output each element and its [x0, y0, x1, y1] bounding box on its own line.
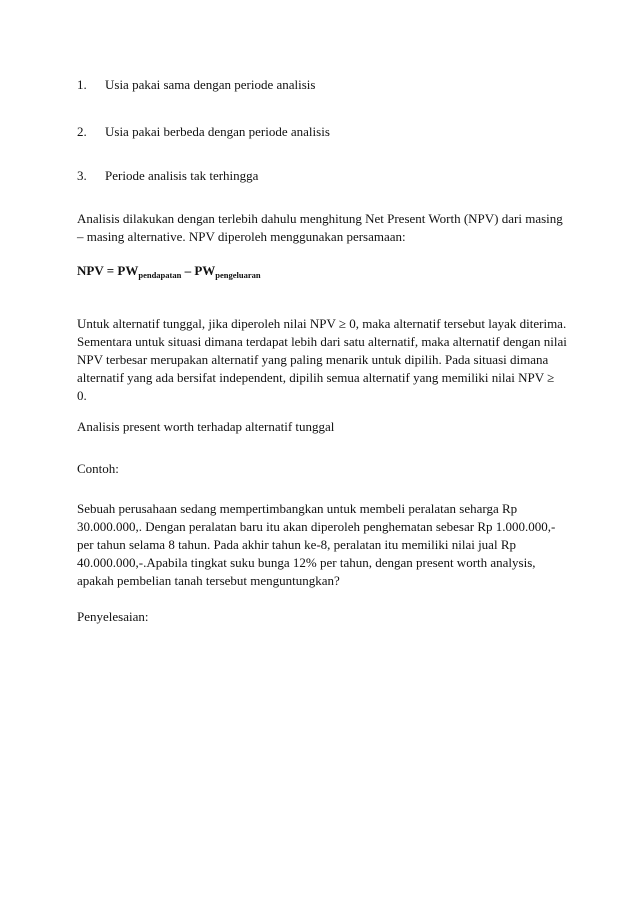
criteria-paragraph: Untuk alternatif tunggal, jika diperoleh nilai NPV ≥ 0, maka alternatif tersebut layak diterima. Sementara untuk situasi dimana terdapat lebih dari satu alternatif, maka alternatif dengan nilai NPV terbesar merupakan alternatif yang paling menarik untuk dipilih. Pada situasi dimana alternatif yang ada bersifat independent, dipilih semua alternatif yang memiliki nilai NPV ≥ 0.	[77, 316, 567, 403]
formula-sub-pengeluaran: pengeluaran	[215, 270, 261, 280]
analysis-heading: Analisis present worth terhadap alternatif tunggal	[77, 419, 335, 434]
list-number-3: 3.	[77, 168, 87, 183]
formula-lhs: NPV = PW	[77, 263, 139, 278]
example-paragraph: Sebuah perusahaan sedang mempertimbangkan untuk membeli peralatan seharga Rp 30.000.000,. Dengan peralatan baru itu akan diperoleh penghematan sebesar Rp 1.000.000,- per tahun selama 8 tahun. Pada akhir tahun ke-8, peralatan itu memiliki nilai jual Rp 40.000.000,-.Apabila tingkat suku bunga 12% per tahun, dengan present worth analysis, apakah pembelian tanah tersebut menguntungkan?	[77, 501, 556, 588]
list-item-1: Usia pakai sama dengan periode analisis	[105, 77, 316, 92]
formula-mid: – PW	[181, 263, 216, 278]
list-number-1: 1.	[77, 77, 87, 92]
intro-paragraph: Analisis dilakukan dengan terlebih dahulu menghitung Net Present Worth (NPV) dari masing – masing alternative. NPV diperoleh menggunakan persamaan:	[77, 211, 563, 244]
list-number-2: 2.	[77, 124, 87, 139]
solution-heading: Penyelesaian:	[77, 609, 149, 624]
example-heading: Contoh:	[77, 461, 119, 476]
npv-formula	[77, 263, 261, 280]
list-item-2: Usia pakai berbeda dengan periode analisis	[105, 124, 330, 139]
formula-sub-pendapatan: pendapatan	[138, 270, 182, 280]
list-item-3: Periode analisis tak terhingga	[105, 168, 259, 183]
